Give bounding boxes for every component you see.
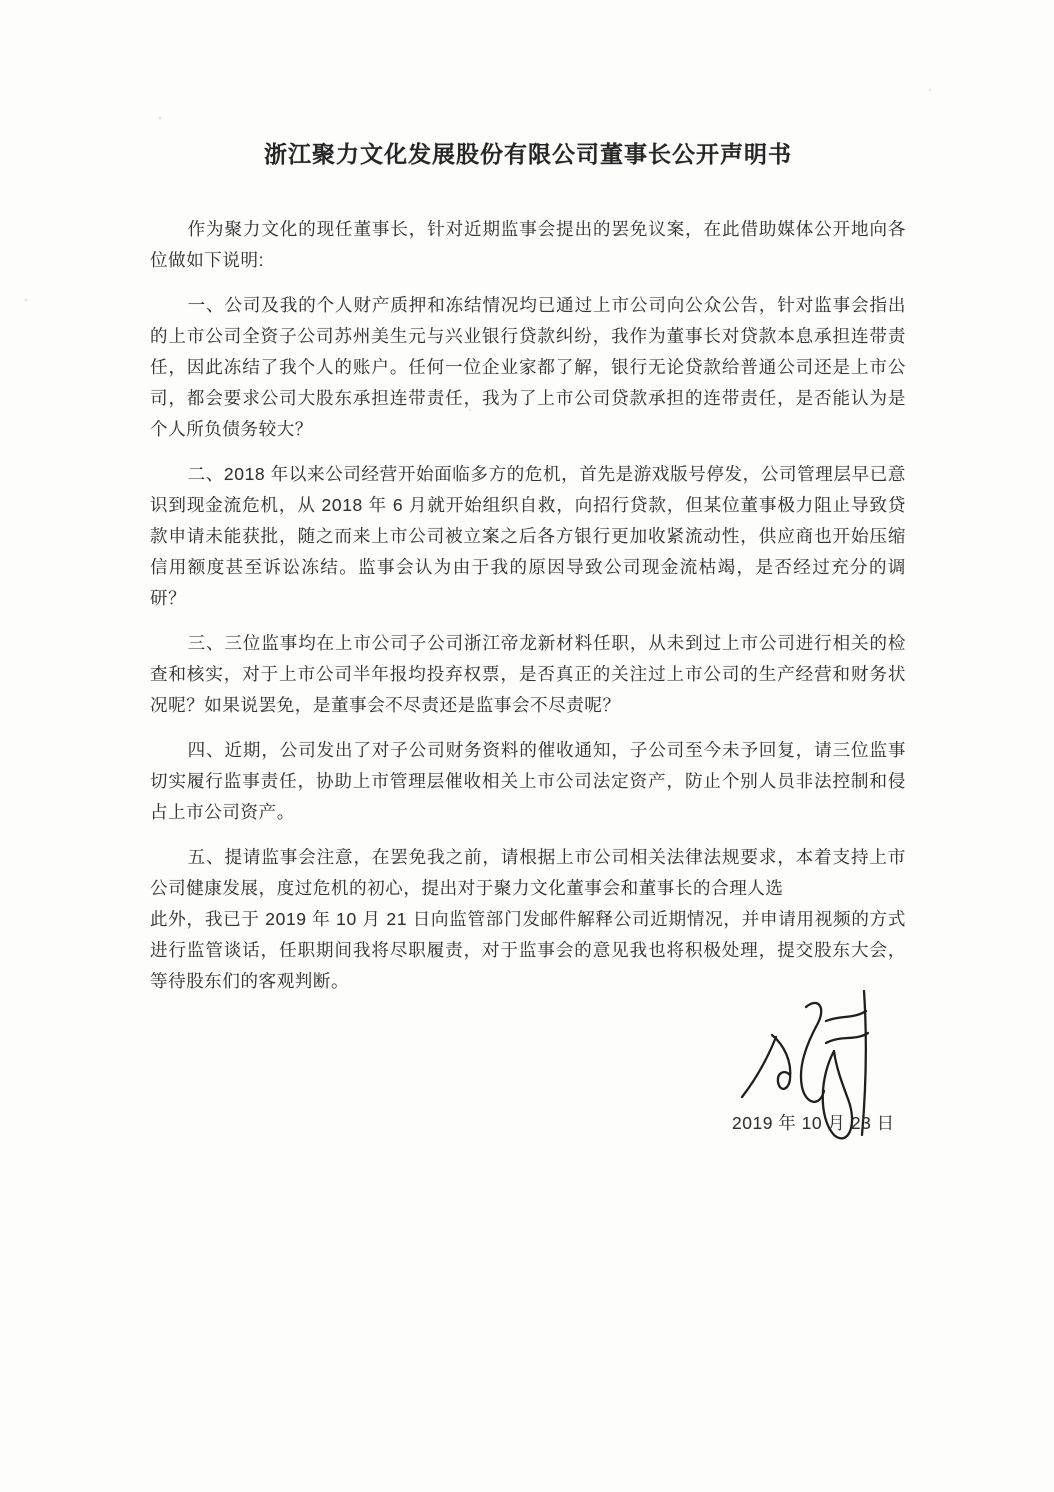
date-text: 2019 年 10 月 23 日 [732,1113,895,1133]
closing-paragraph: 此外，我已于 2019 年 10 月 21 日向监管部门发邮件解释公司近期情况，并申请用视频的方式进行监管谈话，任职期间我将尽职履责，对于监事会的意见我也将积极处理，提交股东大会，等待股东们的客观判断。 [150,909,906,991]
paragraph-5: 五、提请监事会注意，在罢免我之前，请根据上市公司相关法律法规要求，本着支持上市公司健康发展，度过危机的初心，提出对于聚力文化董事会和董事长的合理人选 [150,847,906,898]
paragraph-1: 一、公司及我的个人财产质押和冻结情况均已通过上市公司向公众公告，针对监事会指出的上市公司全资子公司苏州美生元与兴业银行贷款纠纷，我作为董事长对贷款本息承担连带责任，因此冻结了我个人的账户。任何一位企业家都了解，银行无论贷款给普通公司还是上市公司，都会要求公司大股东承担连带责任，我为了上市公司贷款承担的连带责任，是否能认为是个人所负债务较大？ [150,295,906,439]
paragraph-2: 二、2018 年以来公司经营开始面临多方的危机，首先是游戏版号停发，公司管理层早已意识到现金流危机，从 2018 年 6 月就开始组织自救，向招行贷款，但某位董事极力阻止导致贷款申请未能获批，随之而来上市公司被立案之后各方银行更加收紧流动性，供应商也开始压缩信用额度甚至诉讼冻结。监事会认为由于我的原因导致公司现金流枯竭，是否经过充分的调研？ [150,464,906,608]
intro-paragraph: 作为聚力文化的现任董事长，针对近期监事会提出的罢免议案，在此借助媒体公开地向各位做如下说明: [150,219,906,270]
document-body [150,0,906,997]
paragraph-4: 四、近期，公司发出了对子公司财务资料的催收通知，子公司至今未予回复，请三位监事切实履行监事责任，协助上市管理层催收相关上市公司法定资产，防止个别人员非法控制和侵占上市公司资产。 [150,740,906,822]
signature-block [718,985,918,1150]
document-title: 浙江聚力文化发展股份有限公司董事长公开声明书 [264,141,792,167]
paragraph-3: 三、三位监事均在上市公司子公司浙江帝龙新材料任职，从未到过上市公司进行相关的检查和核实，对于上市公司半年报均投弃权票，是否真正的关注过上市公司的生产经营和财务状况呢？如果说罢免，是董事会不尽责还是监事会不尽责呢？ [150,633,906,715]
